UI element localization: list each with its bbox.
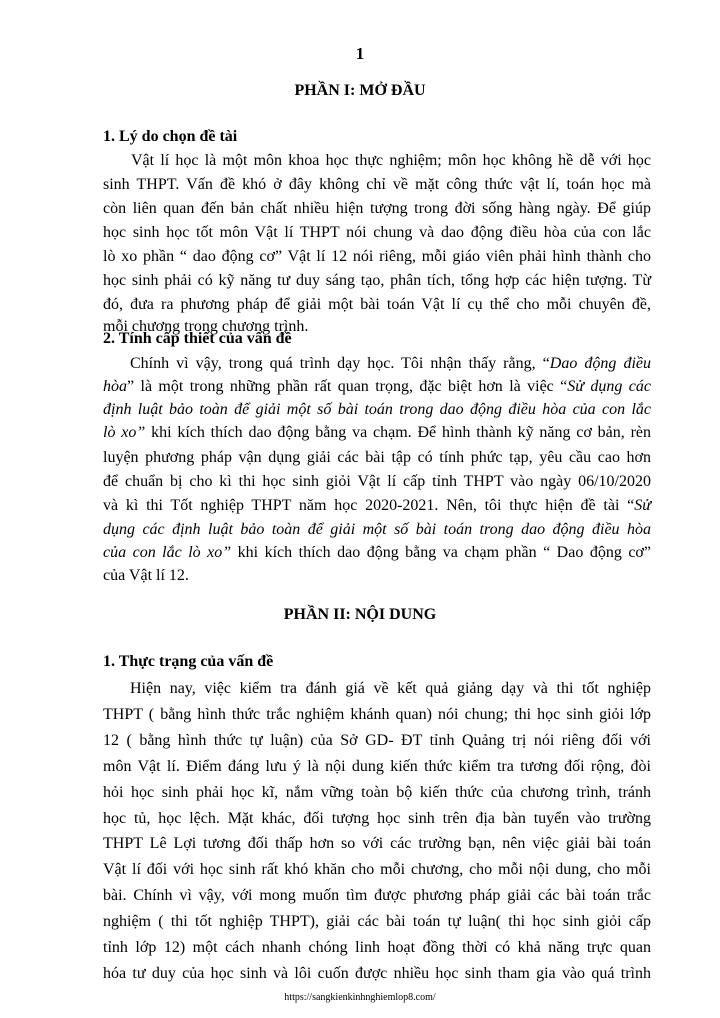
section-heading-reason: 1. Lý do chọn đề tài [103, 128, 238, 145]
paragraph-line: định luật bảo toàn để giải một số bài toán trong dao động điều hòa của con lắc [103, 401, 651, 418]
footer-url: https://sangkienkinhnghiemlop8.com/ [284, 992, 436, 1003]
paragraph-line: sinh THPT. Vấn đề khó ở đây không chỉ về mặt công thức vật lí, toán học mà [103, 176, 651, 193]
paragraph-line: môn Vật lí. Điểm đáng lưu ý là nội dung kiến thức kiểm tra tương đối rộng, đòi [103, 758, 651, 775]
paragraph-line: của con lắc lò xo” khi kích thích dao động bằng va chạm phần “ Dao động cơ” [103, 544, 651, 561]
paragraph-line: học sinh học tốt môn Vật lí THPT nói chung và dao động điều hòa của con lắc [103, 224, 651, 241]
paragraph-line: Hiện nay, việc kiểm tra đánh giá về kết quả giảng dạy và thi tốt nghiệp [130, 680, 651, 697]
paragraph-line: của Vật lí 12. [103, 567, 189, 584]
paragraph-line: để chuẩn bị cho kì thi học sinh giỏi Vật lí cấp tỉnh THPT vào ngày 06/10/2020 [103, 473, 651, 490]
paragraph-line: Vật lí học là một môn khoa học thực nghiệm; môn học không hề dễ với học [131, 152, 651, 169]
page-number: 1 [355, 44, 365, 63]
paragraph-line: THPT ( bằng hình thức trắc nghiệm khánh quan) nói chung; thi học sinh giỏi lớp [103, 706, 651, 723]
paragraph-line: lò xo” khi kích thích dao động bằng va chạm. Để hình thành kỹ năng cơ bản, rèn [103, 424, 652, 441]
part2-title: PHẦN II: NỘI DUNG [283, 606, 437, 623]
paragraph-line: và kì thi Tốt nghiệp THPT năm học 2020-2021. Nên, tôi thực hiện đề tài “Sử [103, 497, 651, 514]
paragraph-line: học tủ, học lệch. Mặt khác, đối tượng học sinh trên địa bàn tuyển vào trường [103, 810, 651, 827]
paragraph-line: dụng các định luật bảo toàn để giải một số bài toán trong dao động điều hòa [103, 521, 651, 538]
paragraph-line: hỏi học sinh phải học kĩ, nắm vững toàn bộ kiến thức của chương trình, tránh [103, 784, 651, 801]
paragraph-line: hòa” là một trong những phần rất quan trọng, đặc biệt hơn là việc “Sử dụng các [103, 378, 651, 395]
paragraph-line: hóa tư duy của học sinh và lôi cuốn được nhiều học sinh tham gia vào quá trình [103, 965, 651, 982]
paragraph-line: luyện phương pháp vận dụng giải các bài tập có tính phức tạp, yêu cầu cao hơn [103, 449, 651, 466]
paragraph-line: tỉnh lớp 12) một cách nhanh chóng linh hoạt đồng thời có khả năng trực quan [103, 939, 651, 956]
paragraph-line: mỗi chương trong chương trình. [103, 318, 309, 335]
paragraph-line: bài. Chính vì vậy, với mong muốn tìm được phương pháp giải các bài toán trắc [103, 887, 651, 904]
paragraph-line: học sinh phải có kỹ năng tư duy sáng tạo, phân tích, tổng hợp các hiện tượng. Từ [103, 272, 651, 289]
paragraph-line: lò xo phần “ dao động cơ” Vật lí 12 nói riêng, mỗi giáo viên phải hình thành cho [103, 248, 651, 265]
paragraph-line: THPT Lê Lợi tương đối thấp hơn so với các trường bạn, nên việc giải bài toán [103, 835, 651, 852]
part1-title: PHẦN I: MỞ ĐẦU [294, 82, 426, 99]
paragraph-line: Vật lí đối với học sinh rất khó khăn cho mỗi chương, cho mỗi nội dung, cho mỗi [103, 861, 651, 878]
paragraph-line: nghiệm ( thi tốt nghiệp THPT), giải các bài toán tự luận( thi học sinh giỏi cấp [103, 913, 651, 930]
paragraph-line: Chính vì vậy, trong quá trình dạy học. Tôi nhận thấy rằng, “Dao động điều [130, 355, 652, 372]
section-heading-status: 1. Thực trạng của vấn đề [103, 653, 274, 670]
section-heading-urgency: 2. Tính cấp thiết của vấn đề [103, 330, 292, 347]
paragraph-line: 12 ( bằng hình thức tự luận) của Sở GD- ĐT tỉnh Quảng trị nói riêng đối với [103, 732, 651, 749]
paragraph-line: đó, đưa ra phương pháp để giải một bài toán Vật lí cụ thể cho mỗi chuyên đề, [103, 296, 651, 313]
paragraph-line: còn liên quan đến bản chất nhiều hiện tượng trong đời sống hàng ngày. Để giúp [103, 200, 651, 217]
